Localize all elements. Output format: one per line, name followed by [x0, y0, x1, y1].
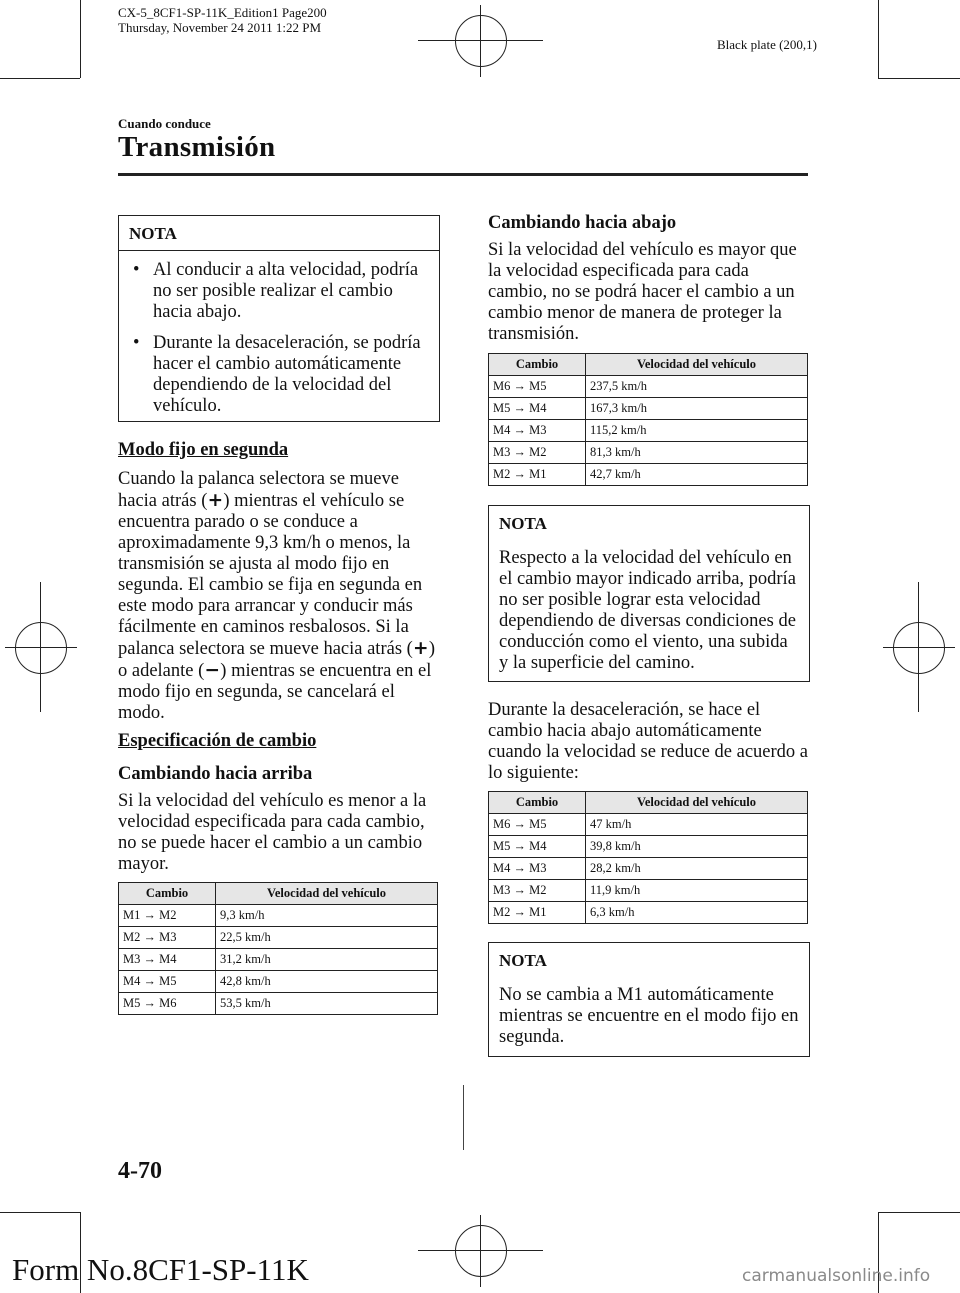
table-header-cell: Velocidad del vehículo [586, 354, 808, 376]
table-row: M5 → M6 53,5 km/h [119, 993, 438, 1015]
page-number: 4-70 [118, 1158, 162, 1184]
table-row: M6 → M5 237,5 km/h [489, 376, 808, 398]
table-row: M5 → M4 167,3 km/h [489, 398, 808, 420]
paragraph-hacia-arriba: Si la velocidad del vehículo es menor a la velocidad especificada para cada cambio, no se puede hacer el cambio a un cambio mayor. [118, 791, 427, 874]
table-decel [488, 791, 808, 924]
minus-icon: − [204, 660, 221, 681]
table-row: M4 → M3 28,2 km/h [489, 858, 808, 880]
table-row: M3 → M4 31,2 km/h [119, 949, 438, 971]
section-subtitle: Cuando conduce [118, 116, 211, 131]
nota-box-1 [118, 215, 440, 422]
table-row: M2 → M3 22,5 km/h [119, 927, 438, 949]
bullet-icon: • [133, 333, 140, 353]
nota-bullet-item: • Al conducir a alta velocidad, podría no ser posible realizar el cambio hacia abajo. [133, 260, 419, 322]
table-row: M4 → M5 42,8 km/h [119, 971, 438, 993]
title-rule [118, 173, 808, 176]
nota-heading: NOTA [499, 951, 547, 970]
table-row: M6 → M5 47 km/h [489, 814, 808, 836]
subheading-hacia-arriba: Cambiando hacia arriba [118, 764, 313, 784]
paragraph-decel: Durante la desaceleración, se hace el cambio hacia abajo automáticamente cuando la velocidad se reduce de acuerdo a lo siguiente: [488, 700, 808, 783]
nota-bullet-list [129, 260, 431, 417]
paragraph-modo-fijo: Cuando la palanca selectora se mueve hacia atrás (+) mientras el vehículo se encuentra parado o se conduce a aproximadamente 9,3 km/h o menos, la transmisión se ajusta al modo fijo en segunda. El cambio se fija en segunda en este modo para arrancar y conducir más fácilmente en caminos resbalosos. Si la palanca selectora se mueve hacia atrás (+) o adelante (−) mientras se encuentra en el modo fijo en segunda, se cancelará el modo. [118, 469, 435, 723]
heading-especificacion: Especificación de cambio [118, 731, 317, 751]
watermark: carmanualsonline.info [742, 1266, 931, 1286]
table-shift-up [118, 882, 438, 1015]
table-header-cell: Velocidad del vehículo [586, 792, 808, 814]
table-row: M2 → M1 6,3 km/h [489, 902, 808, 924]
subheading-hacia-abajo: Cambiando hacia abajo [488, 213, 677, 233]
table-row: M4 → M3 115,2 km/h [489, 420, 808, 442]
nota-heading: NOTA [499, 514, 547, 533]
print-date-line: Thursday, November 24 2011 1:22 PM [118, 20, 322, 35]
print-file-line: CX-5_8CF1-SP-11K_Edition1 Page200 [118, 5, 327, 20]
plate-label: Black plate (200,1) [717, 37, 817, 52]
table-row: M3 → M2 11,9 km/h [489, 880, 808, 902]
table-header-cell: Cambio [489, 354, 586, 376]
print-file-info [118, 5, 327, 35]
nota-box-2 [488, 505, 810, 682]
table-header-cell: Velocidad del vehículo [216, 883, 438, 905]
table-header-cell: Cambio [489, 792, 586, 814]
paragraph-hacia-abajo: Si la velocidad del vehículo es mayor que la velocidad especificada para cada cambio, no se podrá hacer el cambio a un cambio menor de manera de proteger la transmisión. [488, 240, 797, 344]
table-shift-down [488, 353, 808, 486]
nota-heading: NOTA [119, 216, 439, 251]
nota-text: Respecto a la velocidad del vehículo en el cambio mayor indicado arriba, podría no ser posible lograr esta velocidad dependiendo de diversas condiciones de conducción como el viento, una subida y la superficie del camino. [499, 548, 796, 673]
form-number: Form No.8CF1-SP-11K [12, 1252, 309, 1287]
nota-text: No se cambia a M1 automáticamente mientras se encuentre en el modo fijo en segunda. [499, 985, 799, 1047]
table-row: M5 → M4 39,8 km/h [489, 836, 808, 858]
table-row: M3 → M2 81,3 km/h [489, 442, 808, 464]
bullet-icon: • [133, 260, 140, 280]
nota-bullet-item: • Durante la desaceleración, se podría hacer el cambio automáticamente dependiendo de la velocidad del vehículo. [133, 333, 421, 416]
table-row: M1 → M2 9,3 km/h [119, 905, 438, 927]
plus-icon: + [413, 638, 429, 659]
table-header-cell: Cambio [119, 883, 216, 905]
nota-box-3 [488, 942, 810, 1057]
heading-modo-fijo: Modo fijo en segunda [118, 440, 289, 460]
table-row: M2 → M1 42,7 km/h [489, 464, 808, 486]
plus-icon: + [207, 490, 224, 511]
section-title: Transmisión [118, 131, 276, 163]
